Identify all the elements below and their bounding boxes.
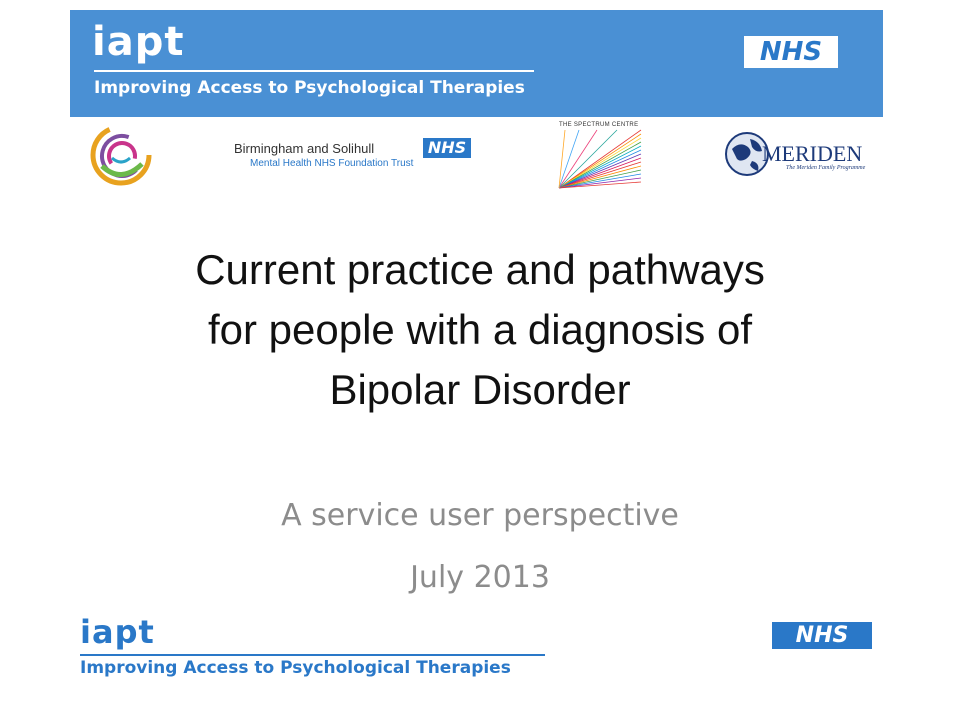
iapt-tagline: Improving Access to Psychological Therapies: [94, 78, 525, 98]
title-line-2: for people with a diagnosis of: [207, 306, 752, 353]
footer-iapt-text: iapt: [80, 613, 155, 651]
footer-tagline: Improving Access to Psychological Therapies: [80, 658, 511, 678]
footer-rule: [80, 654, 545, 656]
iapt-logo-text: iapt: [92, 19, 185, 65]
spiral-logo-icon: [88, 122, 154, 188]
nhs-logo: NHS: [744, 36, 838, 68]
top-banner: [70, 10, 883, 117]
slide-subtitle: A service user perspective: [281, 498, 679, 533]
spectrum-rays-icon: [557, 122, 643, 190]
bsmh-nhs-logo: NHS: [423, 138, 471, 158]
spectrum-label: THE SPECTRUM CENTRE: [559, 122, 639, 128]
meriden-subtitle: The Meriden Family Programme: [786, 165, 866, 171]
title-line-1: Current practice and pathways: [195, 246, 765, 293]
banner-rule: [94, 70, 534, 72]
title-line-3: Bipolar Disorder: [329, 366, 631, 413]
slide-title: [70, 240, 890, 420]
spectrum-centre-logo: [557, 122, 643, 190]
slide-date: July 2013: [410, 560, 550, 595]
meriden-logo: [724, 129, 870, 179]
footer-nhs-logo: NHS: [772, 622, 872, 649]
birmingham-solihull-logo: [234, 137, 474, 177]
meriden-wordmark: MERIDEN: [762, 141, 863, 166]
bsmh-subtitle: Mental Health NHS Foundation Trust: [250, 158, 414, 169]
bsmh-title: Birmingham and Solihull: [234, 141, 375, 156]
